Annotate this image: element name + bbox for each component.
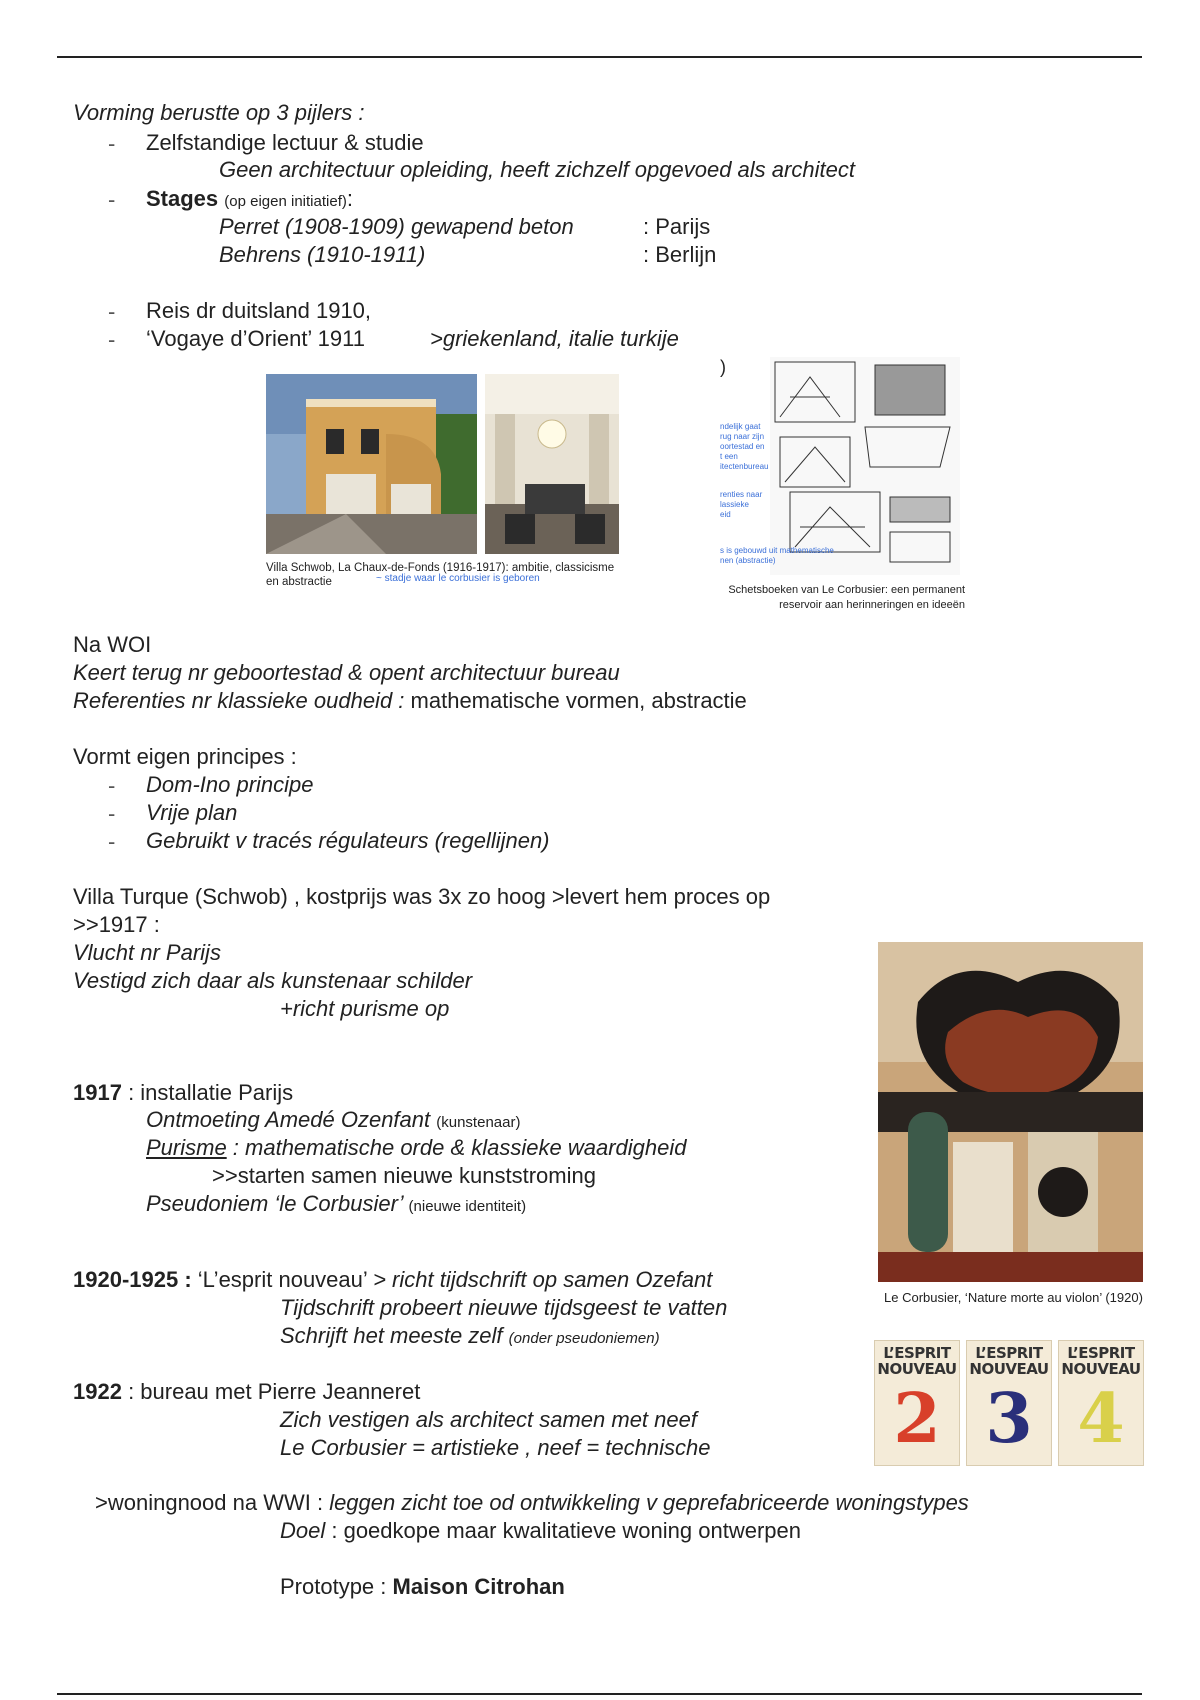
- year-1920: 1920-1925 :: [73, 1267, 192, 1292]
- line-zich: Zich vestigen als architect samen met neef: [280, 1407, 697, 1432]
- bullet: -: [108, 187, 116, 212]
- ontmoeting-text: Ontmoeting Amedé Ozenfant: [146, 1107, 431, 1132]
- referenties-normal: mathematische vormen, abstractie: [404, 688, 747, 713]
- bullet: -: [108, 829, 116, 854]
- nature-morte-painting: [878, 942, 1143, 1282]
- bullet: -: [108, 131, 116, 156]
- bullet: -: [108, 801, 116, 826]
- line-pseudoniem: [146, 1191, 526, 1220]
- line-perret: Perret (1908-1909) gewapend beton: [219, 214, 574, 239]
- sketch-note-blue-2: renties naar lassieke eid: [720, 490, 763, 519]
- sketchbook-image: [770, 357, 960, 575]
- bullet: -: [108, 299, 116, 324]
- cover-title: L’ESPRIT NOUVEAU: [1061, 1344, 1141, 1378]
- stages-note: (op eigen initiatief): [224, 193, 347, 210]
- line-vlucht: Vlucht nr Parijs: [73, 940, 221, 965]
- line-ontmoeting: [146, 1107, 520, 1136]
- villa-schwob-caption: Villa Schwob, La Chaux-de-Fonds (1916-1917): ambitie, classicisme en abstractie: [266, 562, 615, 588]
- line-behrens: Behrens (1910-1911): [219, 242, 426, 267]
- ontmoeting-note: (kunstenaar): [436, 1114, 521, 1131]
- referenties-italic: Referenties nr klassieke oudheid :: [73, 688, 405, 713]
- line-reis: Reis dr duitsland 1910,: [146, 298, 372, 323]
- year-1922: 1922: [73, 1379, 122, 1404]
- line-1917: [73, 1080, 293, 1106]
- purisme-term: Purisme: [146, 1135, 227, 1160]
- sketch-left-mark: ): [720, 357, 726, 377]
- line-vogaye: ‘Vogaye d’Orient’ 1911: [146, 326, 365, 351]
- line-stages: [146, 186, 353, 215]
- heading-vorming: Vorming berustte op 3 pijlers :: [73, 100, 365, 125]
- cover-number: 2: [893, 1379, 941, 1459]
- stages-colon: :: [346, 186, 353, 211]
- line-geen: Geen architectuur opleiding, heeft zichzelf opgevoed als architect: [219, 157, 855, 182]
- line-1917a: >>1917 :: [73, 912, 160, 937]
- line-referenties: [73, 688, 747, 714]
- year-1917: 1917: [73, 1080, 122, 1105]
- bullet: -: [108, 327, 116, 352]
- line-domino: Dom-Ino principe: [146, 772, 314, 797]
- villa-schwob-exterior-photo: [266, 374, 477, 554]
- installatie-text: : installatie Parijs: [121, 1080, 294, 1105]
- line-berlijn: : Berlijn: [643, 242, 717, 267]
- heading-na-woi: Na WOI: [73, 632, 152, 657]
- maison-citrohan: Maison Citrohan: [392, 1574, 565, 1599]
- bullet: -: [108, 773, 116, 798]
- esprit-nouveau-cover-2: [874, 1340, 960, 1466]
- line-starten: >>starten samen nieuwe kunststroming: [212, 1163, 596, 1188]
- richt-text: > richt tijdschrift op samen Ozefant: [373, 1267, 713, 1292]
- stages-label: Stages: [146, 186, 219, 211]
- sketchbook-caption: Schetsboeken van Le Corbusier: een permanent reservoir aan herinneringen en ideeën: [728, 584, 965, 611]
- line-doel: [280, 1518, 801, 1544]
- cover-title: L’ESPRIT NOUVEAU: [877, 1344, 957, 1378]
- villa-schwob-caption-blue: ~ stadje waar le corbusier is geboren: [376, 573, 540, 584]
- line-parijs: : Parijs: [643, 214, 711, 239]
- line-purisme: [146, 1135, 686, 1161]
- cover-number: 4: [1077, 1379, 1125, 1459]
- nature-morte-caption: Le Corbusier, ‘Nature morte au violon’ (1920): [884, 1290, 1143, 1305]
- line-tijdschrift: Tijdschrift probeert nieuwe tijdsgeest te vatten: [280, 1295, 728, 1320]
- villa-schwob-interior-photo: [485, 374, 619, 554]
- line-vestigd: Vestigd zich daar als kunstenaar schilder: [73, 968, 473, 993]
- line-zelfstandig: Zelfstandige lectuur & studie: [146, 130, 424, 155]
- line-turque: Villa Turque (Schwob) , kostprijs was 3x zo hoog >levert hem proces op: [73, 884, 771, 909]
- cover-number: 3: [985, 1379, 1033, 1459]
- woningnood-text: >woningnood na WWI :: [95, 1490, 330, 1515]
- top-rule: [57, 56, 1142, 58]
- line-griekenland: >griekenland, italie turkije: [430, 326, 679, 351]
- pseudoniem-note: (nieuwe identiteit): [408, 1198, 527, 1215]
- line-traces: Gebruikt v tracés régulateurs (regellijnen): [146, 828, 550, 853]
- sketch-note-blue-1: ndelijk gaat rug naar zijn oortestad en t een itectenbureau: [720, 422, 769, 471]
- esprit-title: ‘L’esprit nouveau’: [191, 1267, 374, 1292]
- schrijft-note: (onder pseudoniemen): [508, 1330, 660, 1347]
- bureau-text: : bureau met Pierre Jeanneret: [121, 1379, 421, 1404]
- line-woningnood: [95, 1490, 969, 1516]
- line-keert: Keert terug nr geboortestad & opent architectuur bureau: [73, 660, 620, 685]
- purisme-definition: : mathematische orde & klassieke waardigheid: [226, 1135, 687, 1160]
- woningnood-italic: leggen zicht toe od ontwikkeling v geprefabriceerde woningstypes: [329, 1490, 969, 1515]
- doel-text: : goedkope maar kwalitatieve woning ontwerpen: [325, 1518, 801, 1543]
- line-lecorbusier: Le Corbusier = artistieke , neef = technische: [280, 1435, 711, 1460]
- sketch-note-blue-3: s is gebouwd uit mathematische nen (abstractie): [720, 546, 834, 565]
- schrijft-text: Schrijft het meeste zelf: [280, 1323, 503, 1348]
- doel-label: Doel: [280, 1518, 326, 1543]
- pseudoniem-text: Pseudoniem ‘le Corbusier’: [146, 1191, 403, 1216]
- line-1920: [73, 1267, 712, 1293]
- esprit-nouveau-cover-4: [1058, 1340, 1144, 1466]
- line-purisme-op: +richt purisme op: [280, 996, 450, 1021]
- line-schrijft: [280, 1323, 660, 1352]
- prototype-label: Prototype :: [280, 1574, 393, 1599]
- line-1922: [73, 1379, 420, 1405]
- bottom-rule: [57, 1693, 1142, 1695]
- heading-vormt: Vormt eigen principes :: [73, 744, 297, 769]
- esprit-nouveau-cover-3: [966, 1340, 1052, 1466]
- cover-title: L’ESPRIT NOUVEAU: [969, 1344, 1049, 1378]
- line-vrije: Vrije plan: [146, 800, 238, 825]
- line-prototype: [280, 1574, 565, 1600]
